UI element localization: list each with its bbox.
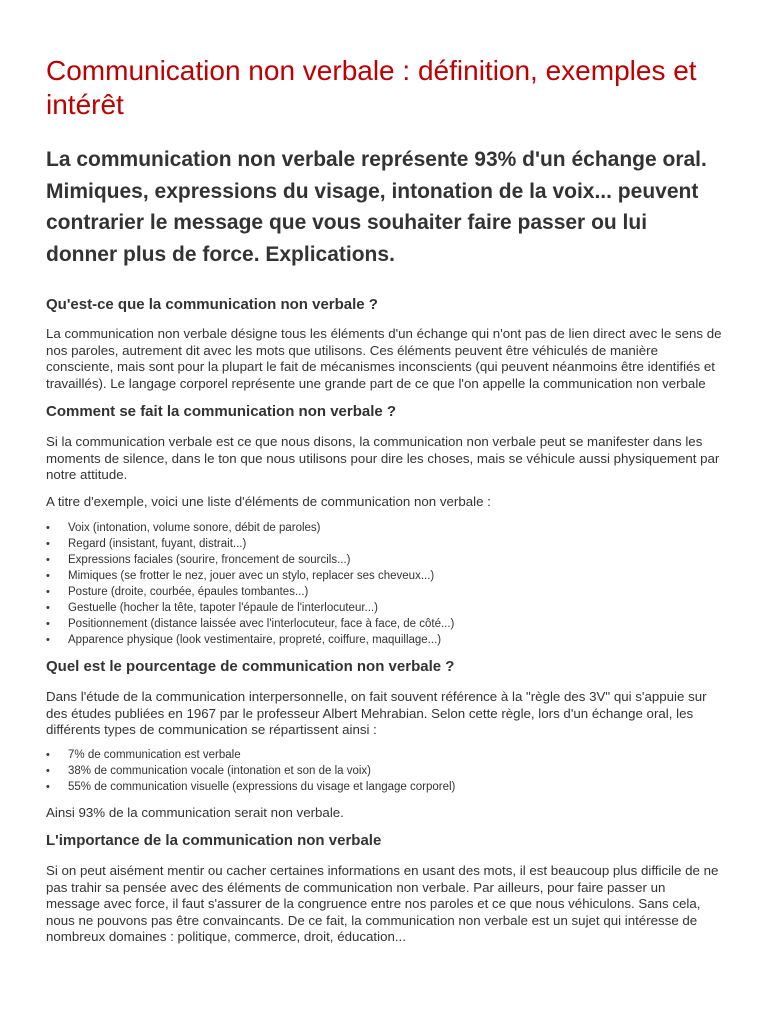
section-paragraph-example-intro: A titre d'exemple, voici une liste d'éléments de communication non verbale : [46, 493, 491, 509]
list-item: • 38% de communication vocale (intonation et son de la voix) [46, 763, 722, 779]
list-item: • 55% de communication visuelle (expressions du visage et langage corporel) [46, 779, 722, 795]
list-item: • Gestuelle (hocher la tête, tapoter l'épaule de l'interlocuteur...) [46, 600, 722, 616]
section-paragraph-definition: La communication non verbale désigne tous les éléments d'un échange qui n'ont pas de lien direct avec le sens de nos paroles, autrement dit avec les mots que utilisons. Ces éléments peuvent être véhiculés de manière consciente, mais sont pour la plupart le fait de mécanismes inconscients (qui peuvent néanmoins être identifiés et travaillés). Le langage corporel représente une grande part de ce que l'on appelle la communication non verbale [46, 326, 722, 391]
section-heading-how: Comment se fait la communication non verbale ? [46, 403, 397, 420]
article-title: Communication non verbale : définition, exemples et intérêt [46, 55, 697, 120]
section-paragraph-conclusion: Ainsi 93% de la communication serait non verbale. [46, 804, 344, 820]
section-heading-percentage: Quel est le pourcentage de communication non verbale ? [46, 658, 455, 675]
list-item: • Positionnement (distance laissée avec l'interlocuteur, face à face, de côté...) [46, 616, 722, 632]
article-lead: La communication non verbale représente 93% d'un échange oral. Mimiques, expressions du visage, intonation de la voix... peuvent contrarier le message que vous souhaiter faire passer ou lui donner plus de force. Explications. [46, 148, 707, 266]
list-item: • Voix (intonation, volume sonore, débit de paroles) [46, 520, 722, 536]
nonverbal-elements-list [46, 520, 722, 648]
section-paragraph-how: Si la communication verbale est ce que nous disons, la communication non verbale peut se manifester dans les moments de silence, dans le ton que nous utilisons pour dire les choses, mais se véhicule aussi physiquement par notre attitude. [46, 434, 720, 482]
list-item: • 7% de communication est verbale [46, 747, 722, 763]
list-item: • Posture (droite, courbée, épaules tombantes...) [46, 584, 722, 600]
section-heading-importance: L'importance de la communication non verbale [46, 832, 382, 849]
section-paragraph-importance: Si on peut aisément mentir ou cacher certaines informations en usant des mots, il est beaucoup plus difficile de ne pas trahir sa pensée avec des éléments de communication non verbale. Par ailleurs, pour faire passer un message avec force, il faut s'assurer de la congruence entre nos paroles et ce que nous véhiculons. Sans cela, nous ne pouvons pas être convaincants. De ce fait, la communication non verbale est un sujet qui intéresse de nombreux domaines : politique, commerce, droit, éducation... [46, 863, 719, 944]
list-item: • Apparence physique (look vestimentaire, propreté, coiffure, maquillage...) [46, 632, 722, 648]
list-item: • Expressions faciales (sourire, froncement de sourcils...) [46, 552, 722, 568]
section-paragraph-percentage: Dans l'étude de la communication interpersonnelle, on fait souvent référence à la "règle des 3V" qui s'appuie sur des études publiées en 1967 par le professeur Albert Mehrabian. Selon cette règle, lors d'un échange oral, les différents types de communication se répartissent ainsi : [46, 689, 707, 737]
percentage-list [46, 747, 722, 795]
section-heading-definition: Qu'est-ce que la communication non verbale ? [46, 296, 378, 313]
list-item: • Mimiques (se frotter le nez, jouer avec un stylo, replacer ses cheveux...) [46, 568, 722, 584]
list-item: • Regard (insistant, fuyant, distrait...) [46, 536, 722, 552]
